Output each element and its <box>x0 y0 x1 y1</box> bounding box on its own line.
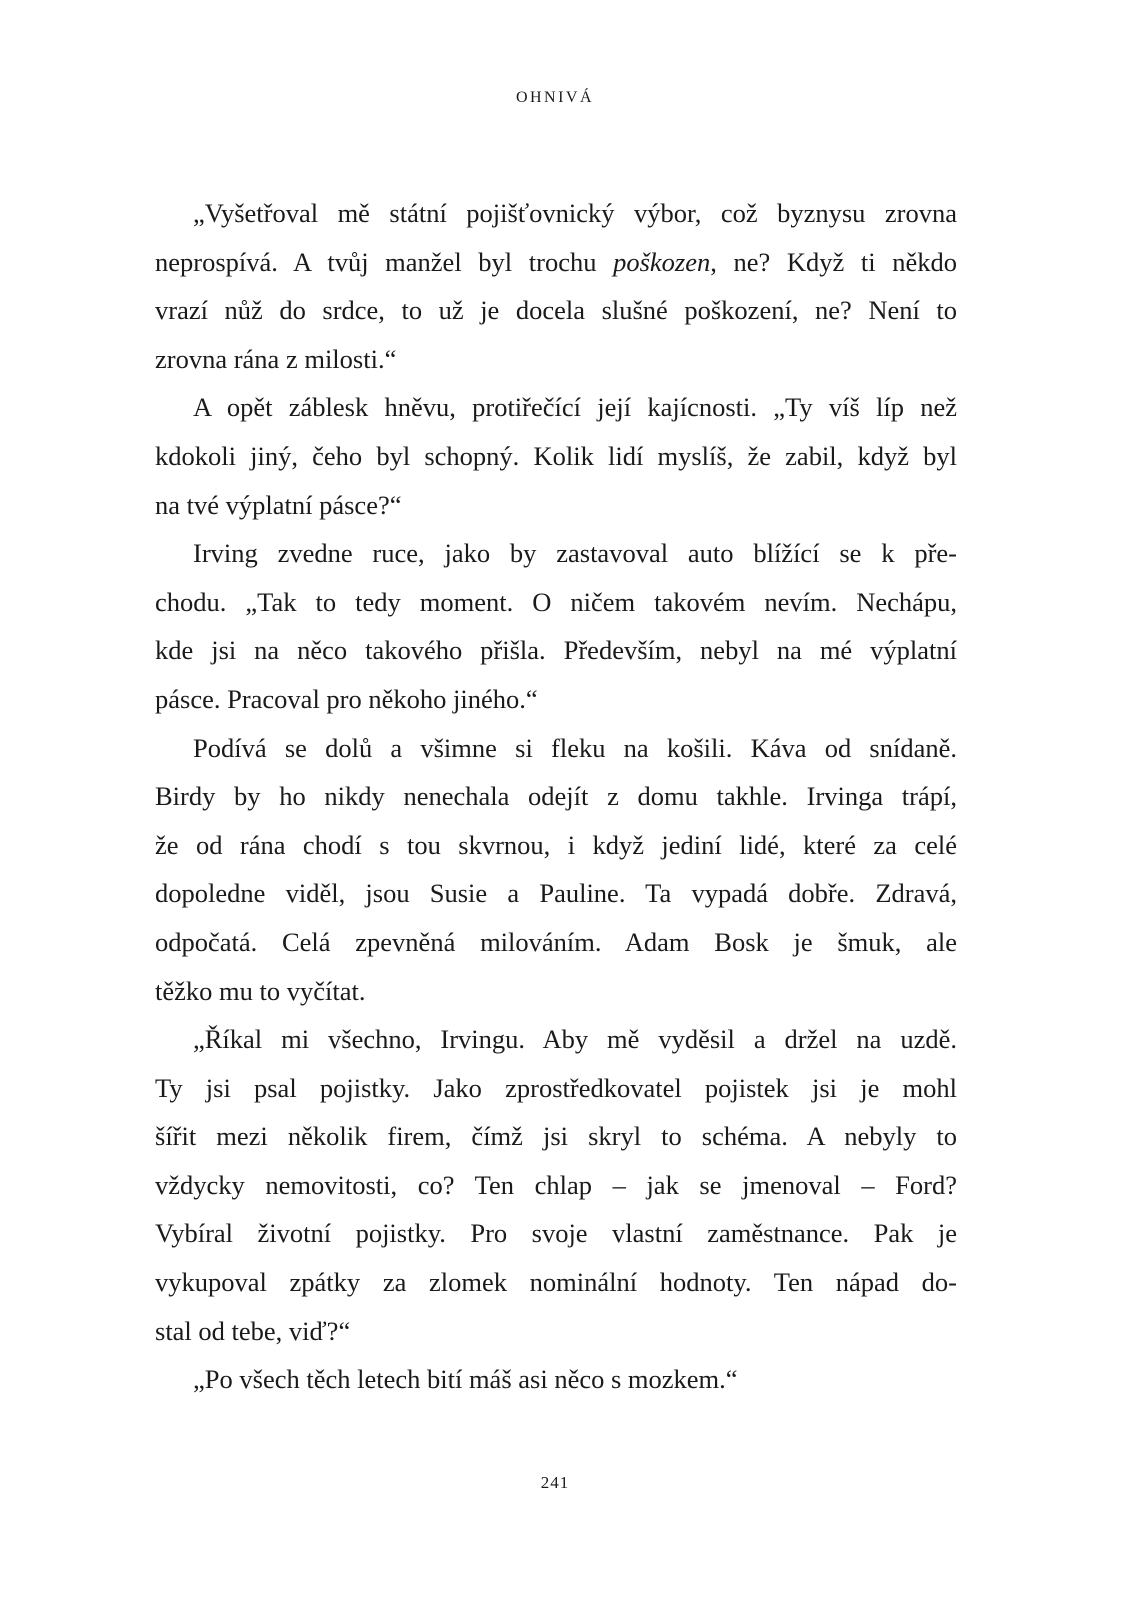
text-segment: chodu. „Tak to tedy moment. O ničem takovém nevím. Nechápu, <box>155 586 957 617</box>
text-line <box>155 238 957 287</box>
text-line <box>155 286 957 335</box>
text-segment: „Po všech těch letech bití máš asi něco s mozkem.“ <box>193 1364 738 1395</box>
text-line <box>155 821 957 870</box>
text-line <box>155 675 957 724</box>
text-line <box>155 335 957 384</box>
text-line <box>155 1064 957 1113</box>
text-segment: vrazí nůž do srdce, to už je docela slušné poškození, ne? Není to <box>155 295 957 326</box>
text-segment: na tvé výplatní pásce?“ <box>155 489 402 520</box>
text-segment: odpočatá. Celá zpevněná milováním. Adam Bosk je šmuk, ale <box>155 926 957 957</box>
text-line <box>155 772 957 821</box>
text-line <box>155 578 957 627</box>
text-segment: šířit mezi několik firem, čímž jsi skryl to schéma. A nebyly to <box>155 1121 957 1152</box>
text-segment: „Vyšetřoval mě státní pojišťovnický výbor, což byznysu zrovna <box>193 198 957 228</box>
text-line <box>155 1015 957 1064</box>
text-segment: vždycky nemovitosti, co? Ten chlap – jak se jmenoval – Ford? <box>155 1169 957 1200</box>
text-segment: Birdy by ho nikdy nenechala odejít z domu takhle. Irvinga trápí, <box>155 781 957 812</box>
text-line <box>155 383 957 432</box>
text-segment: dopoledne viděl, jsou Susie a Pauline. Ta vypadá dobře. Zdravá, <box>155 878 957 909</box>
text-line <box>155 626 957 675</box>
text-line <box>155 189 957 238</box>
text-segment: „Říkal mi všechno, Irvingu. Aby mě vyděsil a držel na uzdě. <box>193 1024 957 1055</box>
text-segment: stal od tebe, viď?“ <box>155 1315 351 1346</box>
text-segment: pásce. Pracoval pro někoho jiného.“ <box>155 683 538 714</box>
text-segment: Podívá se dolů a všimne si fleku na košili. Káva od snídaně. <box>193 732 957 763</box>
text-segment: těžko mu to vyčítat. <box>155 975 366 1006</box>
text-line <box>155 432 957 481</box>
text-segment: zrovna rána z milosti.“ <box>155 343 397 374</box>
text-line <box>155 1307 957 1356</box>
text-line <box>155 1112 957 1161</box>
text-line <box>155 529 957 578</box>
text-segment: neprospívá. A tvůj manžel byl trochu <box>155 246 614 277</box>
italic-text: poškozen <box>613 246 711 277</box>
text-line <box>155 869 957 918</box>
text-segment: vykupoval zpátky za zlomek nominální hodnoty. Ten nápad do- <box>155 1267 957 1298</box>
text-segment: , ne? Když ti někdo <box>710 246 957 277</box>
page-number: 241 <box>540 1473 570 1492</box>
text-segment: Ty jsi psal pojistky. Jako zprostředkovatel pojistek jsi je mohl <box>155 1072 957 1103</box>
text-line <box>155 1258 957 1307</box>
body-text <box>155 189 957 1404</box>
text-line <box>155 1161 957 1210</box>
text-line <box>155 724 957 773</box>
text-line <box>155 1209 957 1258</box>
text-line <box>155 967 957 1016</box>
text-segment: A opět záblesk hněvu, protiřečící její kajícnosti. „Ty víš líp než <box>193 392 957 423</box>
running-head: OHNIVÁ <box>515 89 595 106</box>
text-segment: kdokoli jiný, čeho byl schopný. Kolik lidí myslíš, že zabil, když byl <box>155 440 957 471</box>
text-line <box>155 1355 957 1404</box>
text-segment: kde jsi na něco takového přišla. Především, nebyl na mé výplatní <box>155 635 957 666</box>
text-line <box>155 918 957 967</box>
text-line <box>155 481 957 530</box>
text-segment: že od rána chodí s tou skvrnou, i když jediní lidé, které za celé <box>155 829 957 860</box>
text-segment: Irving zvedne ruce, jako by zastavoval auto blížící se k pře- <box>193 538 957 569</box>
text-segment: Vybíral životní pojistky. Pro svoje vlastní zaměstnance. Pak je <box>155 1218 957 1249</box>
